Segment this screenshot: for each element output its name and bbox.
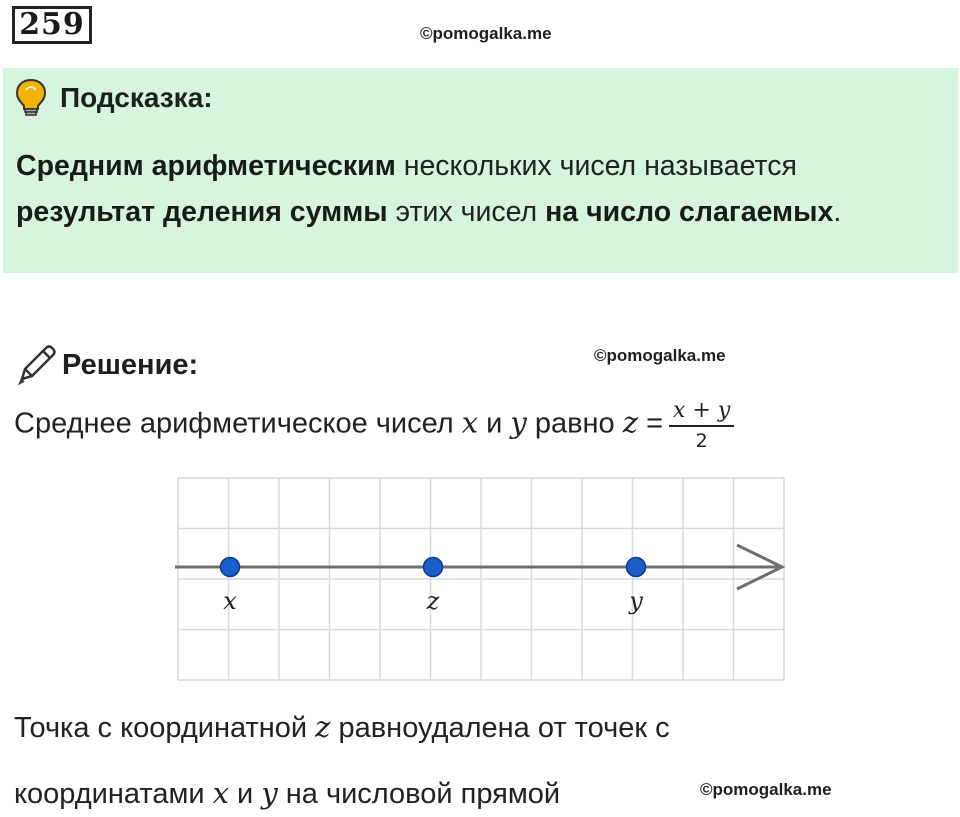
hint-line2-end: . (833, 196, 842, 228)
hint-term: Средним арифметическим (16, 150, 396, 182)
hint-line-2 (16, 189, 946, 235)
conclusion-var-x: x (212, 776, 229, 810)
hint-definition (16, 143, 946, 235)
conclusion-line-1 (14, 710, 670, 745)
conclusion-l2-suffix: на числовой прямой (277, 778, 561, 810)
var-z: z (622, 405, 639, 440)
conclusion-var-y: y (261, 776, 278, 810)
conclusion-l2-prefix: координатами (14, 778, 213, 810)
conclusion-l2-mid: и (229, 778, 262, 810)
equals-sign: = (638, 407, 664, 440)
watermark-middle: ©pomogalka.me (594, 346, 726, 365)
var-x: x (461, 405, 479, 440)
solution-title: Решение: (62, 349, 199, 381)
point-x (221, 558, 240, 577)
hint-line-1 (16, 143, 946, 189)
var-y: y (510, 405, 527, 440)
fraction-numerator: x + y (669, 398, 734, 427)
hint-line1-text: нескольких чисел называется (395, 150, 797, 182)
number-line-diagram (170, 470, 790, 690)
watermark-top: ©pomogalka.me (420, 24, 552, 43)
conclusion-line-2 (14, 776, 560, 811)
hint-title: Подсказка: (60, 82, 213, 113)
sentence-prefix: Среднее арифметическое чисел (14, 407, 462, 440)
hint-line2-text: этих чисел (387, 196, 546, 228)
and-word: и (478, 407, 511, 440)
point-label-z: z (426, 587, 440, 615)
conclusion-var-z: z (315, 710, 331, 744)
hint-phrase-sum: результат деления суммы (16, 196, 388, 228)
number-line-axis (175, 545, 782, 589)
point-label-x: x (223, 587, 237, 615)
task-number: 259 (12, 6, 92, 44)
conclusion-l1-prefix: Точка с координатной (14, 712, 316, 744)
fraction (669, 398, 734, 452)
point-z (424, 558, 443, 577)
point-y (627, 558, 646, 577)
hint-phrase-count: на число слагаемых (545, 196, 834, 228)
lightbulb-icon (14, 78, 48, 118)
solution-sentence (14, 398, 734, 452)
fraction-denominator: 2 (695, 430, 708, 452)
conclusion-l1-suffix: равноудалена от точек с (330, 712, 670, 744)
equals-word: равно (526, 407, 623, 440)
pencil-icon (14, 343, 58, 387)
watermark-bottom: ©pomogalka.me (700, 780, 832, 799)
point-label-y: y (629, 587, 643, 615)
grid (178, 478, 784, 680)
